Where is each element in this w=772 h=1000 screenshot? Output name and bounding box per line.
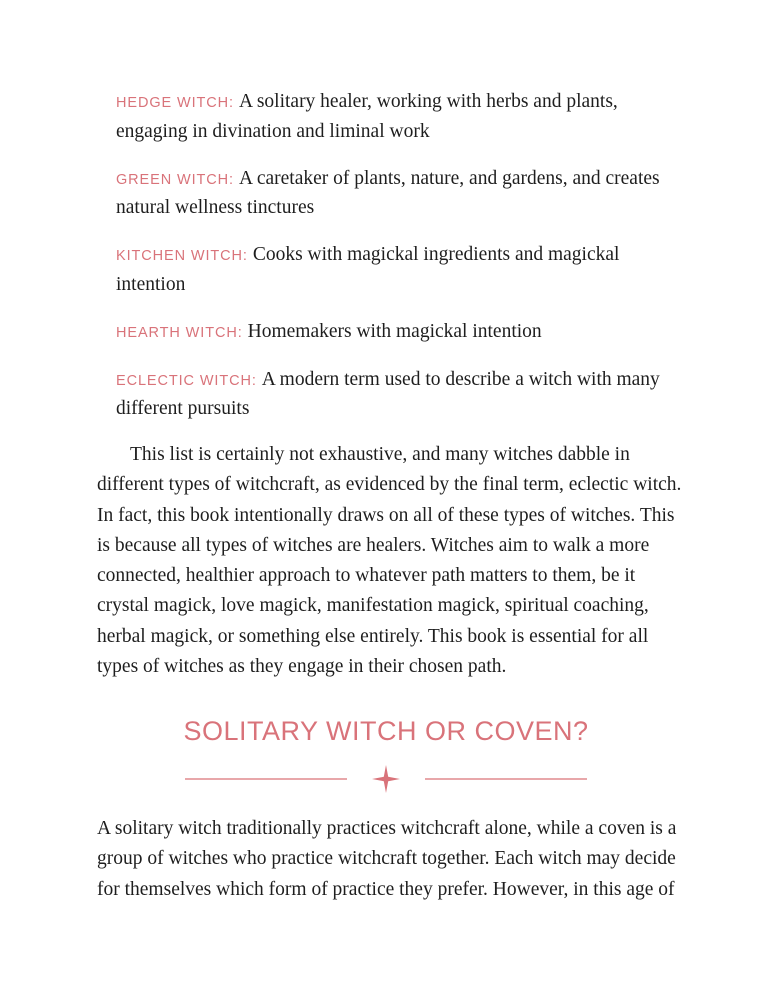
definition-entry [116, 366, 676, 424]
definition-text: A solitary healer, working with herbs and plants, engaging in divination and liminal work [116, 91, 618, 142]
definition-entry [116, 88, 676, 146]
definition-text: A modern term used to describe a witch with many different pursuits [116, 368, 660, 419]
witch-types-list [116, 88, 676, 442]
sparkle-divider-icon [185, 764, 587, 794]
body-paragraph: A solitary witch traditionally practices witchcraft alone, while a coven is a group of witches who practice witchcraft together. Each witch may decide for themselves which form of practice they prefer. However, in this age of [97, 818, 677, 900]
definition-text: Cooks with magickal ingredients and magickal intention [116, 244, 620, 295]
definition-entry [116, 241, 676, 299]
definition-term: HEDGE WITCH: [116, 95, 234, 111]
definition-entry [116, 318, 676, 348]
definition-text: Homemakers with magickal intention [247, 320, 542, 342]
definition-term: HEARTH WITCH: [116, 324, 243, 341]
definition-entry [116, 165, 676, 223]
definition-term: ECLECTIC WITCH: [116, 372, 257, 389]
definition-text: A caretaker of plants, nature, and gardens, and creates natural wellness tinctures [116, 167, 660, 218]
section-heading: SOLITARY WITCH OR COVEN? [183, 716, 589, 746]
definition-term: KITCHEN WITCH: [116, 248, 248, 264]
body-paragraph: This list is certainly not exhaustive, and many witches dabble in different types of witchcraft, as evidenced by the final term, eclectic witch. In fact, this book intentionally draws on all of these types of witches. This is because all types of witches are healers. Witches aim to walk a more connected, healthier approach to whatever path matters to them, be it crystal magick, love magick, manifestation magick, spiritual coaching, herbal magick, or something else entirely. This book is essential for all types of witches as they engage in their chosen path. [97, 444, 682, 678]
definition-term: GREEN WITCH: [116, 171, 234, 188]
